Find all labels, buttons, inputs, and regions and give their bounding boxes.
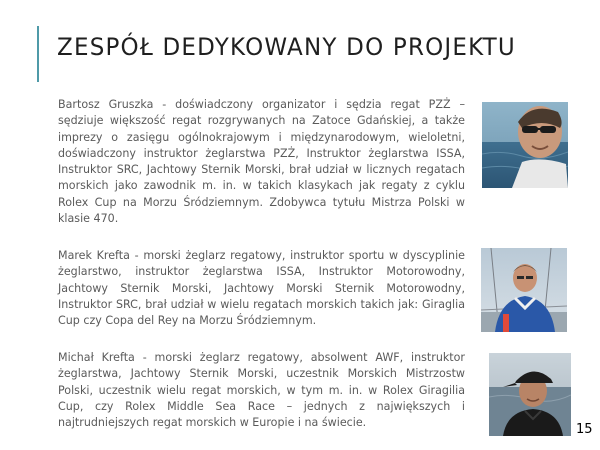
- page-number: 15: [576, 422, 593, 437]
- title-accent-bar: [37, 26, 39, 82]
- slide-title: ZESPÓŁ DEDYKOWANY DO PROJEKTU: [57, 34, 516, 62]
- member-photo-michal-krefta: [489, 353, 571, 436]
- member-bio-michal-krefta: Michał Krefta - morski żeglarz regatowy, absolwent AWF, instruktor żeglarstwa, Jachtowy Sternik Morski, uczestnik Morskich Mistrzostw Polski, uczestnik wielu regat morskich, w tym m. in. w Rolex Giragilia Cup, czy Rolex Middle Sea Race – jednych z największych i najtrudniejszych regat morskich w Europie i na świecie.: [58, 351, 465, 430]
- member-bio-marek-krefta: Marek Krefta - morski żeglarz regatowy, instruktor sportu w dyscyplinie żeglarstwo, instruktor żeglarstwa ISSA, Instruktor Motorowodny, Jachtowy Sternik Morski, Jachtowy Morski Sternik Motorowodny, Instruktor SRC, brał udział w wielu regatach morskich takich jak: Giraglia Cup czy Copa del Rey na Morzu Śródziemnym.: [58, 249, 465, 328]
- member-photo-marek-krefta: [481, 248, 567, 332]
- member-bio-bartosz-gruszka: Bartosz Gruszka - doświadczony organizator i sędzia regat PZŻ – sędziuje większość regat rozgrywanych na Zatoce Gdańskiej, a także imprezy o zasięgu ogólnokrajowym i międzynarodowym, wieloletni, doświadczony instruktor żeglarstwa PZŻ, Instruktor żeglarstwa ISSA, Instruktor SRC, Jachtowy Sternik Morski, brał udział w licznych regatach morskich jako zawodnik m. in. w takich klasykach jak regaty z cyklu Rolex Cup na Morzu Śródziemnym. Zdobywca tytułu Mistrza Polski w klasie 470.: [58, 98, 465, 226]
- member-photo-bartosz-gruszka: [482, 102, 568, 188]
